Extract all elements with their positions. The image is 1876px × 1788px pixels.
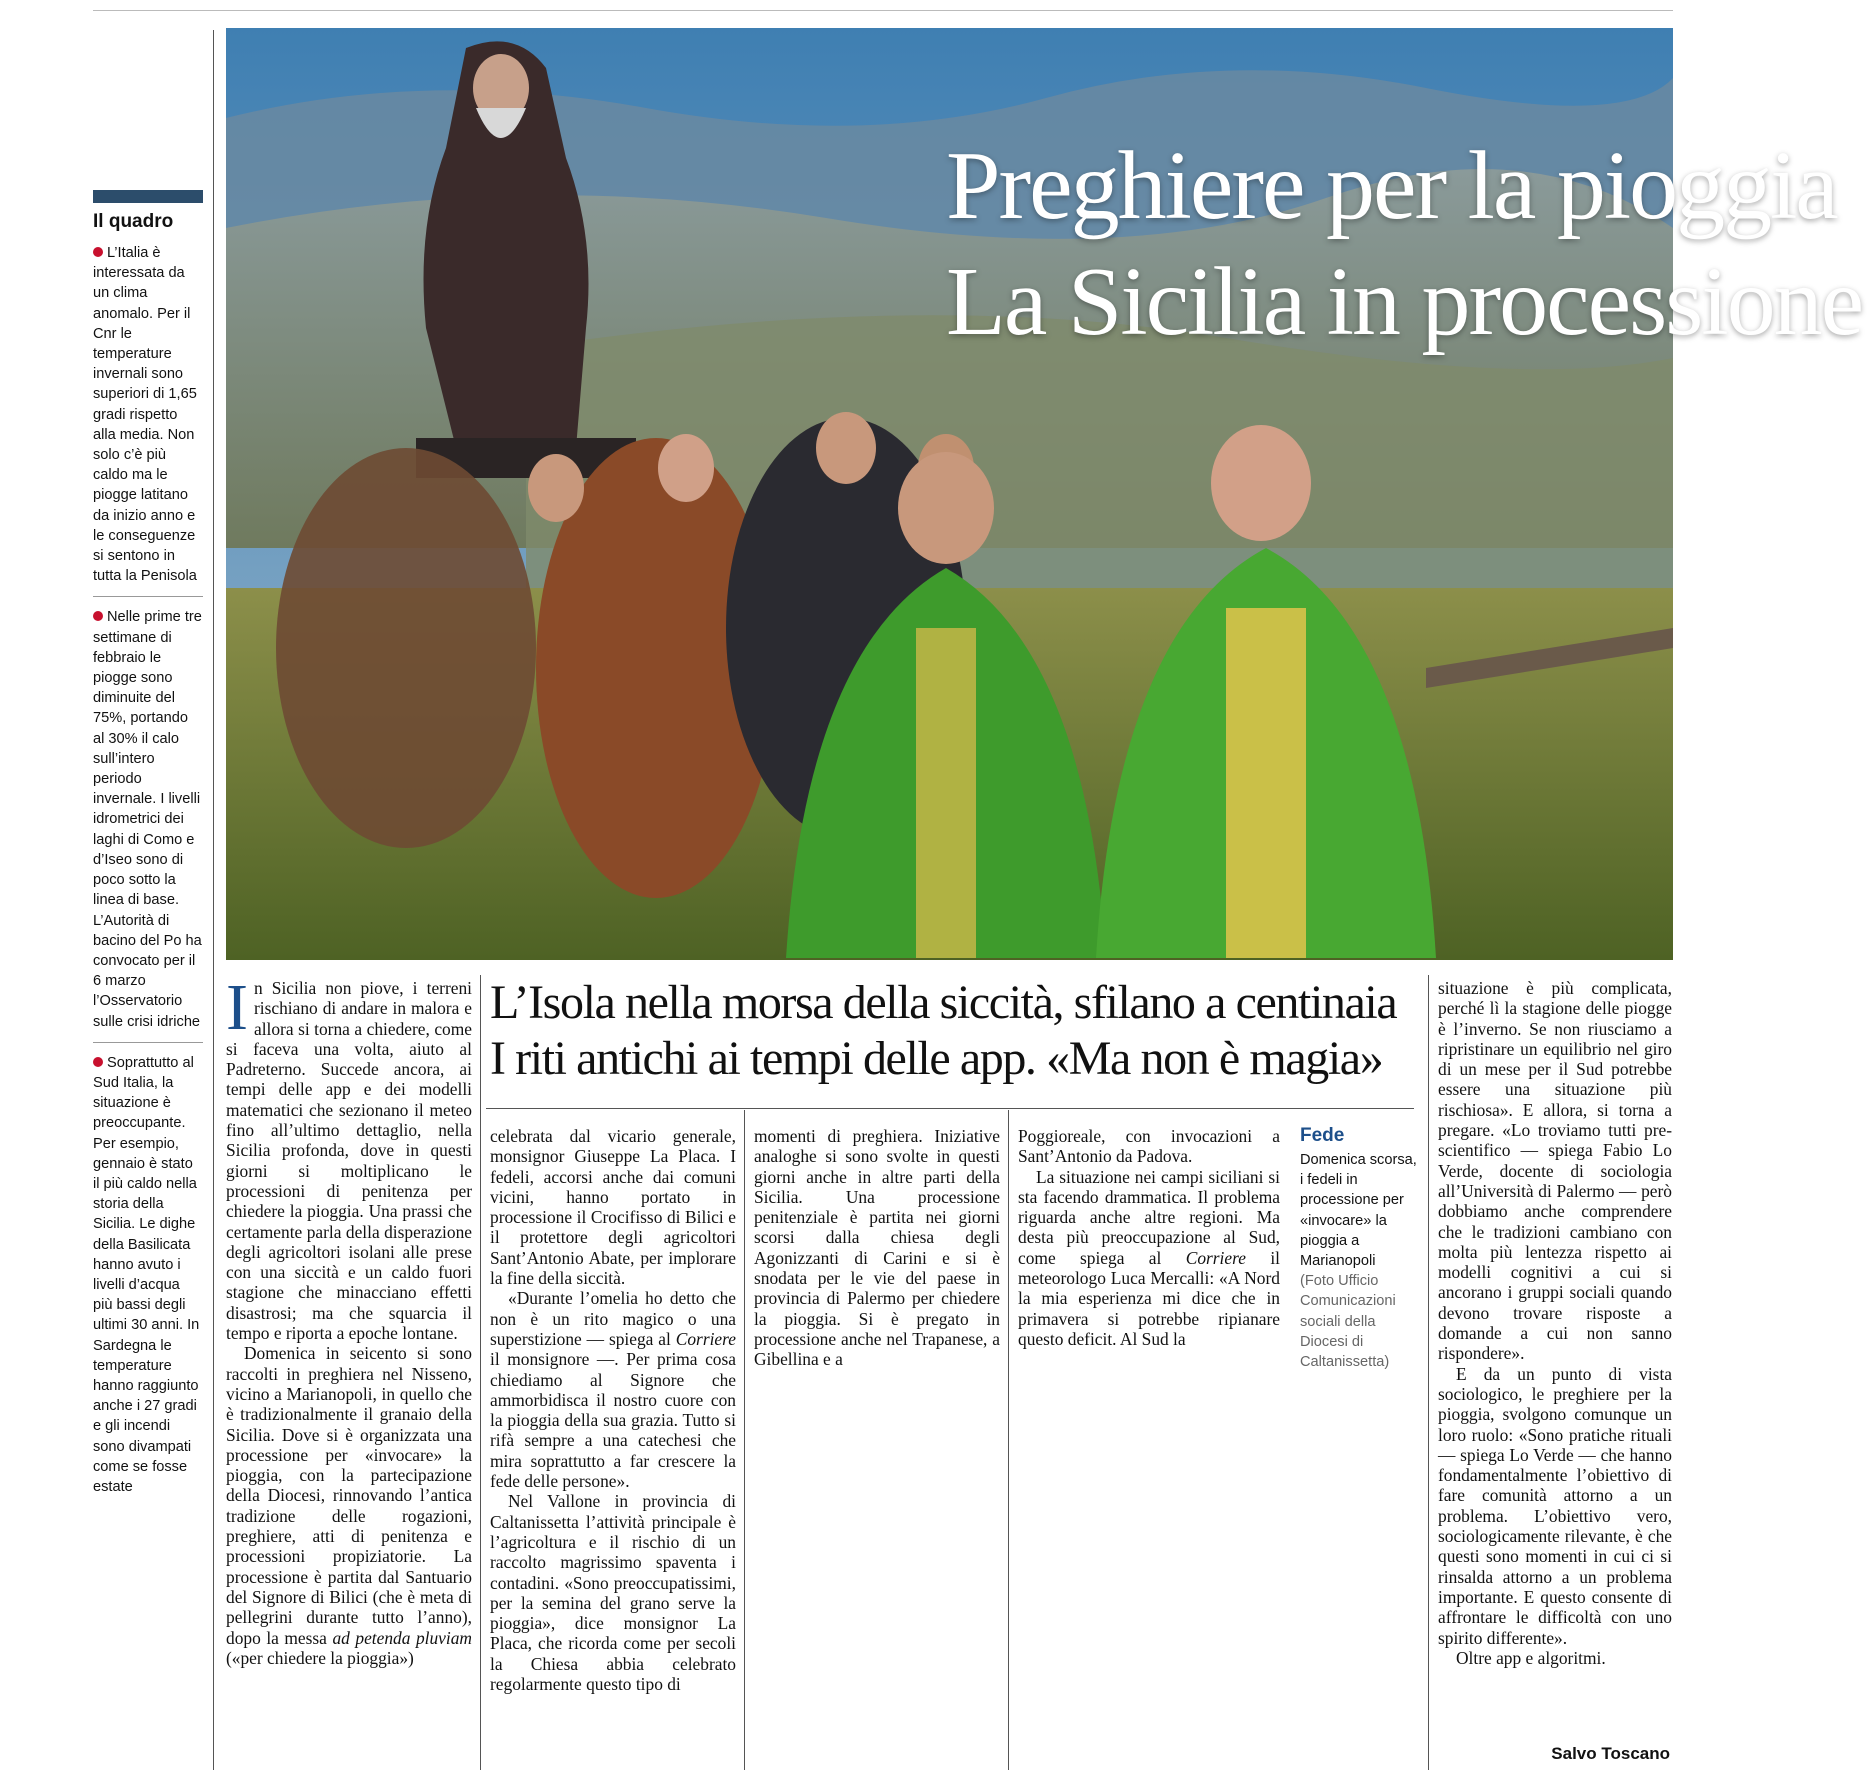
article-paragraph: In Sicilia non piove, i terreni rischiano di andare in malora e allora si torna a chiedere, come si faceva una volta, aiuto al Padreterno. Succede ancora, ai tempi delle app e dei modelli matematici che sezionano il meteo fino all’ultimo dettaglio, nella Sicilia profonda, dove in questi giorni si moltiplicano le processioni di penitenza per chiedere la pioggia. Una prassi che certamente parla della disperazione degli agricoltori isolani alle prese con una siccità e un caldo fuori stagione che minacciano effetti disastrosi; ma che squarcia il tempo e riporta a epoche lontane. [226, 971, 472, 1344]
caption-text: Domenica scorsa, i fedeli in processione per «invocare» la pioggia a Marianopoli [1300, 1152, 1417, 1270]
deck-line-2: I riti antichi ai tempi delle app. «Ma non è magia» [490, 1032, 1383, 1085]
sidebar-quadro [93, 190, 203, 1517]
byline: Salvo Toscano [1551, 1744, 1670, 1763]
headline-line-1: Preghiere per la pioggia [946, 132, 1837, 240]
article-column-3 [754, 1126, 1000, 1370]
headline [946, 128, 1876, 360]
bullet-icon [93, 611, 103, 621]
article-paragraph: situazione è più complicata, perché lì la stagione delle piogge è l’inverno. Se non riusciamo a ripristinare un equilibrio nel giro di un mese per il Sud potrebbe essere una situazione più rischiosa». E allora, si torna a pregare. «Lo troviamo tutti pre-scientifico — spiega Fabio Lo Verde, docente di sociologia all’Università di Palermo — però dobbiamo anche comprendere che le tradizioni cambiano con molta più lentezza rispetto ai modelli cognitivi a cui si ancorano i gruppi sociali quando devono trovare risposte a domande a cui non sanno rispondere». [1438, 978, 1672, 1364]
column-rule [1008, 1110, 1009, 1770]
article-paragraph: celebrata dal vicario generale, monsignor Giuseppe La Placa. I fedeli, accorsi anche dai comuni vicini, hanno portato in processione il Crocifisso di Bilici e il protettore degli agricoltori Sant’Antonio Abate, per implorare la fine della siccità. [490, 1126, 736, 1289]
article-paragraph: Domenica in seicento si sono raccolti in preghiera nel Nisseno, vicino a Marianopoli, in quello che è tradizionalmente il granaio della Sicilia. Dove si è organizzata una processione per «invocare» la pioggia, con la partecipazione della Diocesi, rinnovando l’antica tradizione delle rogazioni, preghiere, atti di penitenza e processioni propiziatorie. La processione è partita dal Santuario del Signore di Bilici (che è meta di pellegrini durante tutto l’anno), dopo la messa ad petenda pluviam («per chiedere la pioggia») [226, 1343, 472, 1668]
deck-line-1: L’Isola nella morsa della siccità, sfilano a centinaia [490, 976, 1397, 1029]
photo-caption [1300, 1124, 1420, 1372]
photo-credit: (Foto Ufficio Comunicazioni sociali della Diocesi di Caltanissetta) [1300, 1273, 1396, 1371]
sidebar-divider [213, 30, 214, 1770]
caption-title: Fede [1300, 1125, 1345, 1146]
bullet-icon [93, 247, 103, 257]
article-column-4 [1018, 1126, 1280, 1349]
deck [490, 975, 1410, 1087]
deck-rule [486, 1108, 1414, 1109]
headline-line-2: La Sicilia in processione [946, 248, 1863, 356]
column-rule [1428, 975, 1429, 1770]
column-rule [480, 975, 481, 1770]
top-rule [93, 10, 1673, 11]
sidebar-item: Nelle prime tre settimane di febbraio le piogge sono diminuite del 75%, portando al 30% il calo sull’intero periodo invernale. I livelli idrometrici dei laghi di Como e d’Iseo sono di poco sotto la linea di base. L’Autorità di bacino del Po ha convocato per il 6 marzo l’Osservatorio sulle crisi idriche [93, 607, 203, 1042]
sidebar-item: L’Italia è interessata da un clima anomalo. Per il Cnr le temperature invernali sono superiori di 1,65 gradi rispetto alla media. Non solo c’è più caldo ma le piogge latitano da inizio anno e le conseguenze si sentono in tutta la Penisola [93, 243, 203, 597]
article-paragraph: E da un punto di vista sociologico, le preghiere per la pioggia, svolgono comunque un loro ruolo: «Sono pratiche rituali — spiega Lo Verde — che hanno fondamentalmente l’obiettivo di fare comunità attorno a un problema. L’obiettivo vero, sociologicamente rilevante, è che questi sono momenti in cui ci si rinsalda attorno a un problema importante. E questo consente di affrontare le difficoltà con uno spirito differente». [1438, 1363, 1672, 1648]
sidebar-title: Il quadro [93, 211, 174, 232]
procession-photo [226, 28, 1863, 960]
article-paragraph: momenti di preghiera. Iniziative analoghe si sono svolte in questi giorni anche in altre parti della Sicilia. Una processione penitenziale è partita nei giorni scorsi dalla chiesa degli Agonizzanti di Carini e si è snodata per le vie del paese in provincia di Palermo per chiedere la pioggia. Si è pregato in processione anche nel Trapanese, a Gibellina e a [754, 1126, 1000, 1370]
column-rule [744, 1110, 745, 1770]
sidebar-color-bar [93, 190, 203, 203]
bullet-icon [93, 1057, 103, 1067]
article-paragraph: La situazione nei campi siciliani si sta facendo drammatica. Il problema riguarda anche altre regioni. Ma desta più preoccupazione al Sud, come spiega al Corriere il meteorologo Luca Mercalli: «A Nord la mia esperienza mi dice che in primavera si potrebbe ripianare questo deficit. Al Sud la [1018, 1166, 1280, 1349]
drop-cap: I [226, 971, 248, 1044]
sidebar-item: Soprattutto al Sud Italia, la situazione è preoccupante. Per esempio, gennaio è stato il più caldo nella storia della Sicilia. Le dighe della Basilicata hanno avuto i livelli d’acqua più bassi degli ultimi 30 anni. In Sardegna le temperature hanno raggiunto anche i 27 gradi e gli incendi sono divampati come se fosse estate [93, 1054, 200, 1495]
article-column-1 [226, 971, 472, 1668]
newspaper-name: Corriere [1185, 1247, 1246, 1268]
article-paragraph: Oltre app e algoritmi. [1456, 1647, 1606, 1668]
article-paragraph: «Durante l’omelia ho detto che non è un rito magico o una superstizione — spiega al Corriere il monsignore —. Per prima cosa chiediamo al Signore che ammorbidisca il nostro cuore con la pioggia della sua grazia. Tutto si rifà sempre a una catechesi che mira soprattutto a far crescere la fede delle persone». [490, 1288, 736, 1492]
article-column-2 [490, 1126, 736, 1694]
newspaper-name: Corriere [675, 1328, 736, 1349]
article-paragraph: Poggioreale, con invocazioni a Sant’Antonio da Padova. [1018, 1126, 1280, 1167]
latin-phrase: ad petenda pluviam [332, 1627, 472, 1648]
article-column-5 [1438, 978, 1672, 1668]
article-paragraph: Nel Vallone in provincia di Caltanissetta l’attività principale è l’agricoltura e il rischio di un raccolto magrissimo spaventa i contadini. «Sono preoccupatissimi, per la semina del grano serve la pioggia», dice monsignor La Placa, che ricorda come per secoli la Chiesa abbia celebrato regolarmente questo tipo di [490, 1491, 736, 1695]
